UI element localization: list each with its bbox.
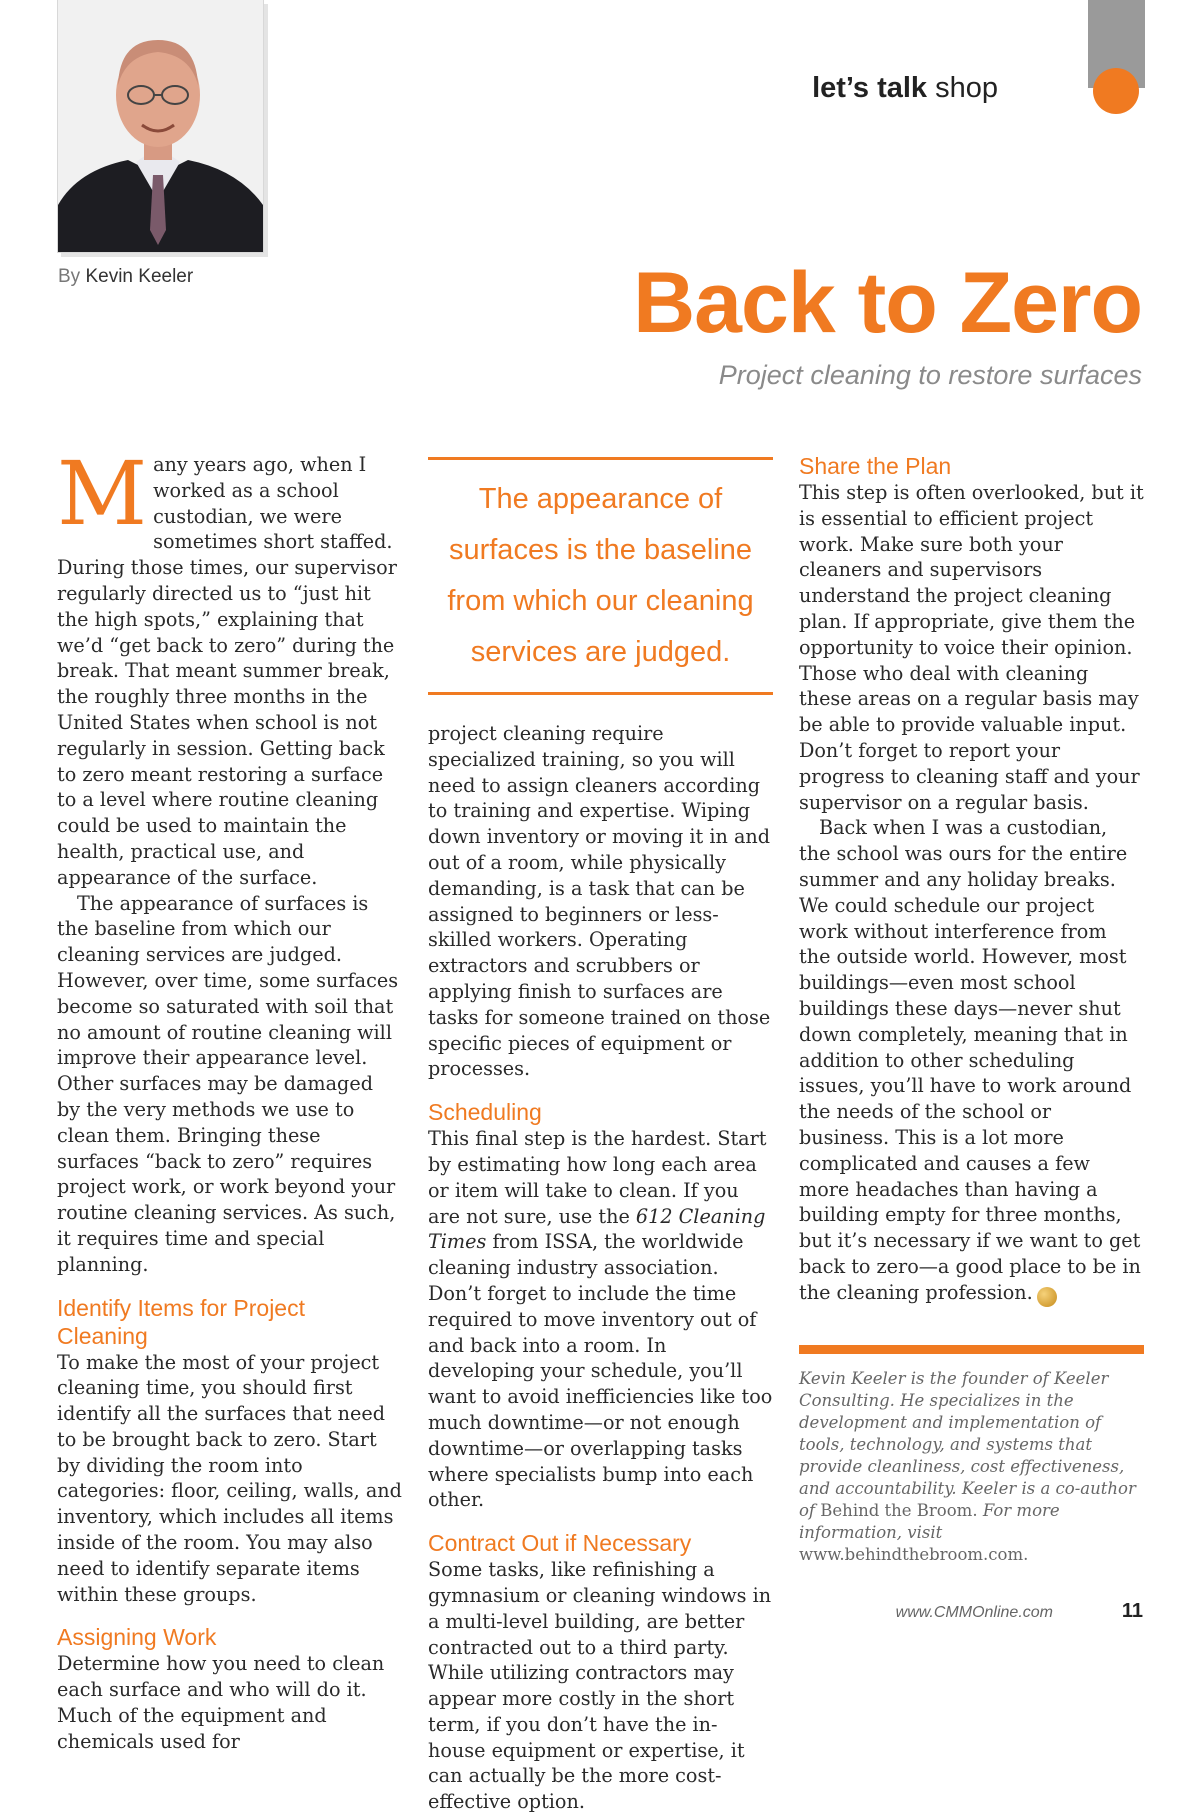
author-photo <box>57 0 264 253</box>
column-3 <box>799 452 1144 1566</box>
closing-text: Back when I was a custodian, the school was ours for the entire summer and any holiday breaks. We could schedule our project work without interference from the outside world. However, most buildings—even most school buildings these days—never shut down completely, meaning that in addition to other scheduling issues, you’ll have to work around the needs of the school or business. This is a lot more complicated and causes a few more headaches than having a building empty for three months, but it’s necessary if we want to get back to zero—a good place to be in the cleaning profession. <box>799 816 1141 1304</box>
byline <box>58 266 193 288</box>
section-dot-icon <box>1093 68 1139 114</box>
intro-paragraph <box>57 442 402 891</box>
bio-divider <box>799 1345 1144 1354</box>
paragraph-share: This step is often overlooked, but it is essential to efficient project work. Make sure both your cleaners and supervisors understand the project cleaning plan. If appropriate, give them the opportunity to voice their opinion. Those who deal with cleaning these areas on a regular basis may be able to provide valuable input. Don’t forget to report your progress to cleaning staff and your supervisor on a regular basis. <box>799 481 1144 814</box>
bio-text-1: Kevin Keeler is the founder of Keeler Consulting. He specializes in the development and implementation of tools, technology, and systems that provide cleanliness, cost effectiveness, and accountability. Keeler is a co-author of <box>799 1368 1136 1520</box>
paragraph-identify: To make the most of your project cleaning time, you should first identify all the surfaces that need to be brought back to zero. Start by dividing the room into categories: floor, ceiling, walls, and inventory, which includes all items inside of the room. You may also need to identify separate items within these groups. <box>57 1350 402 1606</box>
scheduling-reference: 612 Cleaning Times <box>428 1204 766 1254</box>
paragraph-2: The appearance of surfaces is the baseline from which our cleaning services are judged. However, over time, some surfaces become so saturated with soil that no amount of routine cleaning will improve their appearance level. Other surfaces may be damaged by the very methods we use to clean them. Bringing these surfaces “back to zero” requires project work, or work beyond your routine cleaning services. As such, it requires time and special planning. <box>57 891 399 1276</box>
pull-quote: The appearance of surfaces is the baseline from which our cleaning services are judged. <box>428 457 773 695</box>
intro-text: any years ago, when I worked as a school custodian, we were sometimes short staffed. During those times, our supervisor regularly directed us to “just hit the high spots,” explaining that we’d “get back to zero” during the break. That meant summer break, the roughly three months in the United States when school is not regularly in session. Getting back to zero meant restoring a surface to a level where routine cleaning could be used to maintain the health, practical use, and appearance of the surface. <box>57 453 397 889</box>
bio-book-title: Behind the Broom. <box>820 1500 978 1520</box>
heading-contract-out: Contract Out if Necessary <box>428 1530 692 1557</box>
section-tag-bold: let’s talk <box>812 72 928 104</box>
paragraph-closing <box>799 815 1144 1306</box>
bio-text-2: For more information, visit <box>799 1500 1060 1542</box>
byline-prefix: By <box>58 266 81 287</box>
heading-scheduling: Scheduling <box>428 1099 542 1126</box>
article-subtitle: Project cleaning to restore surfaces <box>718 360 1142 390</box>
heading-identify-items: Identify Items for Project Cleaning <box>57 1294 305 1349</box>
section-tag <box>812 72 998 105</box>
end-mark-icon: CM <box>1037 1287 1057 1307</box>
footer-url: www.CMMOnline.com <box>895 1604 1053 1621</box>
article-title: Back to Zero <box>633 255 1142 351</box>
paragraph-contract: Some tasks, like refinishing a gymnasium or cleaning windows in a multi-level building, are better contracted out to a third party. While utilizing contractors may appear more costly in the short term, if you don’t have the in-house equipment or expertise, it can actually be the more cost-effective option. <box>428 1558 772 1814</box>
paragraph-assigning-a: Determine how you need to clean each surface and who will do it. Much of the equipment and chemicals used for <box>57 1652 385 1753</box>
author-portrait-image <box>58 0 263 252</box>
scheduling-text-2: from ISSA, the worldwide cleaning industry association. Don’t forget to include the time required to move inventory out of and back into a room. In developing your schedule, you’ll want to avoid inefficiencies like too much downtime—or not enough downtime—or overlapping tasks where specialists bump into each other. <box>428 1230 773 1512</box>
author-bio <box>799 1368 1144 1566</box>
section-tag-light: shop <box>935 72 998 104</box>
heading-share-plan: Share the Plan <box>799 453 952 479</box>
scheduling-text-1: This final step is the hardest. Start by estimating how long each area or item will take to clean. If you are not sure, use the <box>428 1127 767 1228</box>
column-1 <box>57 442 402 1755</box>
paragraph-scheduling <box>428 1126 773 1513</box>
paragraph-assigning-b: project cleaning require specialized training, so you will need to assign cleaners according to training and expertise. Wiping down inventory or moving it in and out of a room, while physically demanding, is a task that can be assigned to beginners or less-skilled workers. Operating extractors and scrubbers or applying finish to surfaces are tasks for someone trained on those specific pieces of equipment or processes. <box>428 722 771 1081</box>
column-2 <box>428 452 773 1815</box>
heading-assigning-work: Assigning Work <box>57 1624 217 1651</box>
page-number: 11 <box>1121 1600 1143 1622</box>
author-name: Kevin Keeler <box>85 266 194 287</box>
drop-cap: M <box>57 442 148 545</box>
bio-url: www.behindthebroom.com. <box>799 1544 1029 1564</box>
